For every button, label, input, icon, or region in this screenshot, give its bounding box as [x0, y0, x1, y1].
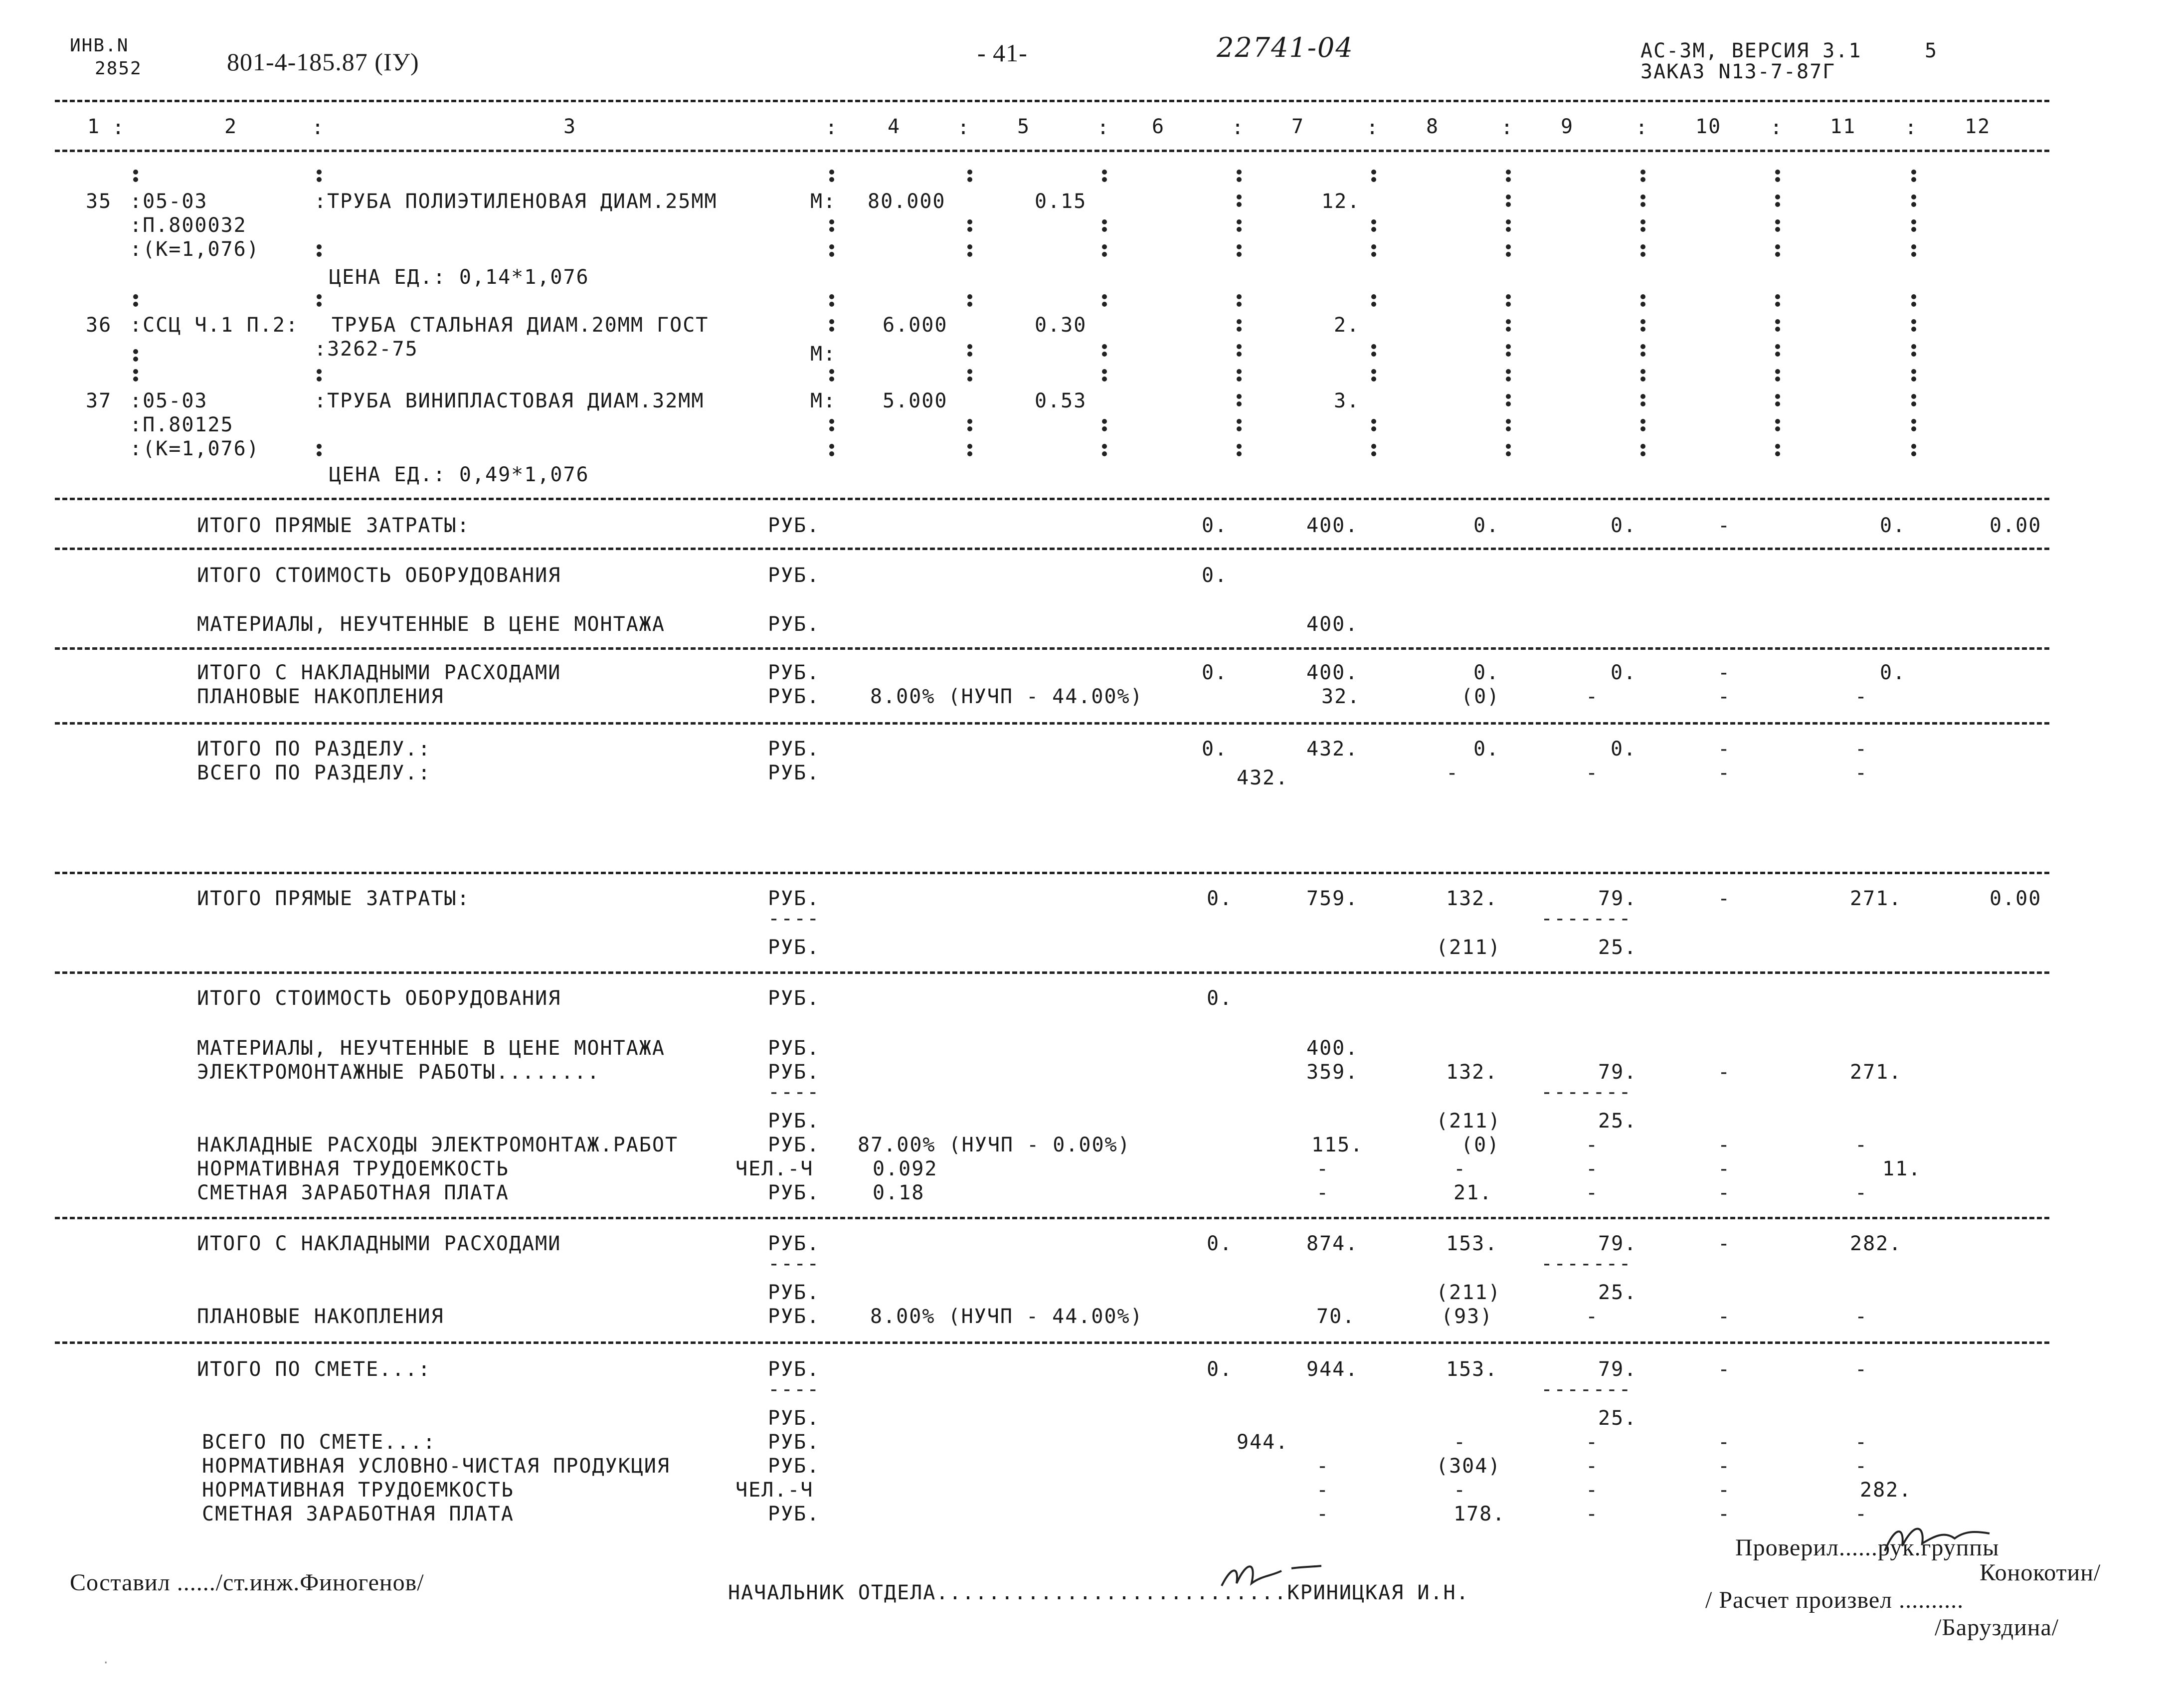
summary-value: 115. — [1311, 1134, 1364, 1156]
summary-value: 25. — [1598, 1407, 1637, 1430]
summary-label: ВСЕГО ПО РАЗДЕЛУ.: — [197, 761, 431, 784]
summary-value: - — [1855, 1431, 1868, 1454]
divider — [55, 872, 2049, 874]
marker-column — [1371, 170, 1376, 456]
summary-percent: 8.00% (НУЧП - 44.00%) — [870, 685, 1143, 708]
col-separator: : — [1770, 116, 1784, 139]
summary-value: 0.092 — [873, 1157, 938, 1180]
unit-underline: ---- — [768, 907, 820, 930]
summary-total: 944. — [1237, 1431, 1289, 1454]
summary-label: МАТЕРИАЛЫ, НЕУЧТЕННЫЕ В ЦЕНЕ МОНТАЖА — [197, 1037, 665, 1060]
summary-value: - — [1718, 1061, 1731, 1084]
divider — [55, 722, 2049, 725]
summary-value: - — [1718, 661, 1731, 684]
col-separator: : — [1232, 116, 1245, 139]
col-separator: : — [1501, 116, 1514, 139]
col-header: 1 — [87, 115, 101, 138]
summary-value: 359. — [1306, 1061, 1359, 1084]
summary-value: - — [1855, 1358, 1868, 1381]
divider — [55, 971, 2049, 974]
summary-label: ВСЕГО ПО СМЕТЕ...: — [202, 1431, 436, 1454]
col-header: 11 — [1830, 115, 1856, 138]
summary-value: - — [1718, 1358, 1731, 1381]
summary-unit: РУБ. — [768, 738, 820, 760]
scan-mark: · — [102, 1656, 111, 1670]
row-code: :(К=1,076) — [130, 238, 260, 261]
summary-label: ИТОГО С НАКЛАДНЫМИ РАСХОДАМИ — [197, 661, 561, 684]
row-number: 37 — [86, 389, 112, 412]
summary-value: - — [1586, 1134, 1599, 1156]
unit-underline: ---- — [768, 1081, 820, 1104]
summary-value: 0. — [1611, 514, 1637, 537]
summary-unit: РУБ. — [768, 1037, 820, 1060]
summary-value: - — [1586, 761, 1599, 784]
summary-percent: 8.00% (НУЧП - 44.00%) — [870, 1305, 1143, 1328]
value-underline: ------- — [1541, 1252, 1632, 1275]
summary-value: 0.00 — [1990, 887, 2042, 910]
summary-unit: РУБ. — [768, 936, 820, 959]
summary-value: 79. — [1598, 1232, 1637, 1255]
marker-column — [1640, 170, 1645, 456]
summary-value: 400. — [1306, 613, 1359, 636]
summary-value: 0.18 — [873, 1181, 925, 1204]
summary-value: (211) — [1436, 1281, 1501, 1304]
row-name: :ТРУБА ВИНИПЛАСТОВАЯ ДИАМ.32ММ — [314, 389, 705, 412]
row-qty: 80.000 — [868, 190, 946, 213]
col-header: 4 — [888, 115, 901, 138]
row-unit: М: — [810, 343, 837, 366]
value-underline: ------- — [1541, 907, 1632, 930]
marker-column — [1775, 170, 1780, 456]
summary-value: - — [1718, 1232, 1731, 1255]
summary-value: - — [1446, 761, 1459, 784]
summary-unit: ЧЕЛ.-Ч — [735, 1157, 814, 1180]
summary-value: 153. — [1446, 1358, 1498, 1381]
summary-unit: РУБ. — [768, 1110, 820, 1133]
col-separator: : — [1635, 116, 1649, 139]
summary-value: - — [1855, 1134, 1868, 1156]
unit-underline: ---- — [768, 1378, 820, 1401]
marker-column — [829, 170, 834, 456]
col-separator: : — [1366, 116, 1380, 139]
summary-value: - — [1718, 738, 1731, 760]
row-code: :ССЦ Ч.1 П.2: — [130, 314, 299, 337]
summary-value: - — [1586, 685, 1599, 708]
summary-value: 0. — [1611, 738, 1637, 760]
summary-label: ИТОГО ПРЯМЫЕ ЗАТРАТЫ: — [197, 887, 470, 910]
summary-value: (93) — [1441, 1305, 1493, 1328]
page-number: - 41- — [977, 39, 1028, 67]
divider — [55, 548, 2049, 550]
summary-unit: РУБ. — [768, 1181, 820, 1204]
row-price-note: ЦЕНА ЕД.: 0,49*1,076 — [329, 463, 589, 486]
summary-value: 759. — [1306, 887, 1359, 910]
summary-value: - — [1855, 685, 1868, 708]
summary-label: ПЛАНОВЫЕ НАКОПЛЕНИЯ — [197, 685, 444, 708]
summary-value: - — [1855, 1305, 1868, 1328]
version-text: АС-3М, ВЕРСИЯ 3.1 — [1640, 39, 1862, 62]
col-header: 5 — [1017, 115, 1031, 138]
col-separator: : — [825, 116, 839, 139]
summary-value: 400. — [1306, 514, 1359, 537]
row-price: 0.53 — [1035, 389, 1087, 412]
row-price-note: ЦЕНА ЕД.: 0,14*1,076 — [329, 266, 589, 289]
summary-value: - — [1855, 1503, 1868, 1525]
summary-label: НОРМАТИВНАЯ УСЛОВНО-ЧИСТАЯ ПРОДУКЦИЯ — [202, 1455, 670, 1478]
summary-unit: РУБ. — [768, 1305, 820, 1328]
col-separator: : — [957, 116, 971, 139]
checked-by: Проверил......рук.группы — [1735, 1534, 1999, 1561]
summary-value: 400. — [1306, 661, 1359, 684]
summary-unit: РУБ. — [768, 661, 820, 684]
summary-value: 0. — [1202, 661, 1228, 684]
col-separator: : — [312, 116, 325, 139]
marker-column — [133, 170, 322, 456]
summary-value: 25. — [1598, 1110, 1637, 1133]
marker-column — [1237, 170, 1242, 456]
summary-value: (211) — [1436, 1110, 1501, 1133]
summary-value: - — [1855, 1181, 1868, 1204]
inv-number: 2852 — [95, 58, 142, 79]
row-number: 36 — [86, 314, 112, 337]
summary-value: - — [1718, 887, 1731, 910]
summary-value: - — [1316, 1479, 1330, 1502]
summary-value: 79. — [1598, 1358, 1637, 1381]
summary-value: 0. — [1202, 514, 1228, 537]
row-number: 35 — [86, 190, 112, 213]
row-total: 3. — [1334, 389, 1360, 412]
summary-value: 0. — [1880, 661, 1906, 684]
summary-value: 282. — [1860, 1479, 1912, 1502]
row-total: 12. — [1321, 190, 1361, 213]
summary-value: - — [1718, 1157, 1731, 1180]
summary-value: 944. — [1306, 1358, 1359, 1381]
col-header: 7 — [1291, 115, 1305, 138]
summary-value: (0) — [1461, 685, 1500, 708]
doc-code: 801-4-185.87 (IУ) — [227, 48, 419, 76]
summary-percent: 87.00% (НУЧП - 0.00%) — [858, 1134, 1131, 1156]
summary-label: СМЕТНАЯ ЗАРАБОТНАЯ ПЛАТА — [197, 1181, 509, 1204]
summary-value: - — [1718, 1455, 1731, 1478]
summary-value: 0. — [1207, 987, 1233, 1010]
calculated-by: / Расчет произвел .......... — [1705, 1587, 1964, 1613]
value-underline: ------- — [1541, 1081, 1632, 1104]
summary-value: - — [1718, 1503, 1731, 1525]
summary-value: - — [1718, 514, 1731, 537]
col-header: 10 — [1695, 115, 1722, 138]
summary-unit: РУБ. — [768, 1061, 820, 1084]
summary-value: 0. — [1473, 514, 1500, 537]
summary-unit: РУБ. — [768, 685, 820, 708]
summary-value: - — [1586, 1181, 1599, 1204]
inv-label: ИНВ.N — [70, 35, 129, 56]
summary-total: 432. — [1237, 766, 1289, 789]
summary-value: 432. — [1306, 738, 1359, 760]
row-qty: 6.000 — [883, 314, 948, 337]
summary-value: - — [1453, 1157, 1467, 1180]
compiled-by: Составил ....../ст.инж.Финогенов/ — [70, 1569, 424, 1596]
summary-value: - — [1586, 1503, 1599, 1525]
summary-value: - — [1586, 1305, 1599, 1328]
summary-value: 0. — [1202, 738, 1228, 760]
summary-value: - — [1586, 1157, 1599, 1180]
row-unit: М: — [810, 389, 837, 412]
summary-unit: РУБ. — [768, 1281, 820, 1304]
divider — [55, 1341, 2049, 1344]
marker-column — [1911, 170, 1916, 456]
col-header: 8 — [1426, 115, 1440, 138]
checked-by-name: Конокотин/ — [1980, 1559, 2101, 1586]
summary-value: (304) — [1436, 1455, 1501, 1478]
divider — [55, 498, 2049, 500]
row-price: 0.30 — [1035, 314, 1087, 337]
summary-value: - — [1316, 1157, 1330, 1180]
col-header: 9 — [1561, 115, 1574, 138]
column-markers — [0, 0, 2179, 499]
summary-unit: РУБ. — [768, 514, 820, 537]
col-header: 12 — [1965, 115, 1991, 138]
summary-unit: РУБ. — [768, 613, 820, 636]
summary-unit: РУБ. — [768, 761, 820, 784]
summary-value: 178. — [1453, 1503, 1506, 1525]
summary-unit: РУБ. — [768, 1358, 820, 1381]
summary-label: ИТОГО ПО СМЕТЕ...: — [197, 1358, 431, 1381]
summary-value: - — [1718, 1431, 1731, 1454]
order-text: ЗАКАЗ N13-7-87Г — [1640, 60, 1836, 83]
summary-value: 0. — [1202, 564, 1228, 587]
summary-value: 153. — [1446, 1232, 1498, 1255]
summary-value: 0. — [1611, 661, 1637, 684]
col-separator: : — [112, 116, 126, 139]
summary-value: 874. — [1306, 1232, 1359, 1255]
summary-value: - — [1586, 1455, 1599, 1478]
summary-value: - — [1586, 1431, 1599, 1454]
summary-value: - — [1586, 1479, 1599, 1502]
row-total: 2. — [1334, 314, 1360, 337]
divider — [55, 647, 2049, 650]
calculated-by-name: /Баруздина/ — [1935, 1614, 2059, 1641]
summary-unit: РУБ. — [768, 1503, 820, 1525]
summary-label: ИТОГО СТОИМОСТЬ ОБОРУДОВАНИЯ — [197, 564, 561, 587]
row-code: :05-03 — [130, 190, 208, 213]
row-code: :П.800032 — [130, 214, 247, 237]
summary-value: - — [1316, 1455, 1330, 1478]
summary-value: - — [1316, 1503, 1330, 1525]
summary-value: - — [1718, 685, 1731, 708]
summary-value: 132. — [1446, 1061, 1498, 1084]
row-name: :3262-75 — [314, 338, 418, 361]
summary-label: ИТОГО ПО РАЗДЕЛУ.: — [197, 738, 431, 760]
summary-unit: ЧЕЛ.-Ч — [735, 1479, 814, 1502]
marker-column — [1506, 170, 1511, 456]
summary-value: - — [1718, 1181, 1731, 1204]
col-header: 3 — [563, 115, 577, 138]
summary-value: - — [1718, 1134, 1731, 1156]
summary-value: 271. — [1850, 1061, 1902, 1084]
col-header: 6 — [1152, 115, 1165, 138]
summary-value: - — [1855, 761, 1868, 784]
row-code: :(К=1,076) — [130, 437, 260, 460]
row-qty: 5.000 — [883, 389, 948, 412]
marker-column — [967, 170, 972, 456]
summary-label: ЭЛЕКТРОМОНТАЖНЫЕ РАБОТЫ........ — [197, 1061, 600, 1084]
summary-value: 0. — [1207, 1358, 1233, 1381]
summary-value: - — [1855, 738, 1868, 760]
summary-label: ПЛАНОВЫЕ НАКОПЛЕНИЯ — [197, 1305, 444, 1328]
summary-value: 132. — [1446, 887, 1498, 910]
summary-label: МАТЕРИАЛЫ, НЕУЧТЕННЫЕ В ЦЕНЕ МОНТАЖА — [197, 613, 665, 636]
summary-unit: РУБ. — [768, 1455, 820, 1478]
summary-value: - — [1453, 1431, 1467, 1454]
summary-value: 79. — [1598, 1061, 1637, 1084]
summary-label: СМЕТНАЯ ЗАРАБОТНАЯ ПЛАТА — [202, 1503, 514, 1525]
summary-label: ИТОГО ПРЯМЫЕ ЗАТРАТЫ: — [197, 514, 470, 537]
summary-label: НАКЛАДНЫЕ РАСХОДЫ ЭЛЕКТРОМОНТАЖ.РАБОТ — [197, 1134, 679, 1156]
summary-value: - — [1718, 1479, 1731, 1502]
summary-value: 0. — [1473, 738, 1500, 760]
summary-value: 79. — [1598, 887, 1637, 910]
summary-value: 0. — [1207, 887, 1233, 910]
summary-value: 0.00 — [1990, 514, 2042, 537]
summary-value: (0) — [1461, 1134, 1500, 1156]
marker-column — [1102, 170, 1107, 456]
unit-underline: ---- — [768, 1252, 820, 1275]
summary-label: ИТОГО С НАКЛАДНЫМИ РАСХОДАМИ — [197, 1232, 561, 1255]
col-separator: : — [1905, 116, 1918, 139]
signature-icon — [1217, 1556, 1326, 1601]
value-underline: ------- — [1541, 1378, 1632, 1401]
summary-label: НОРМАТИВНАЯ ТРУДОЕМКОСТЬ — [197, 1157, 509, 1180]
col-header: 2 — [224, 115, 238, 138]
divider — [55, 1217, 2049, 1219]
summary-value: - — [1855, 1455, 1868, 1478]
signature-icon — [1875, 1516, 2004, 1561]
summary-value: 0. — [1207, 1232, 1233, 1255]
summary-value: 32. — [1321, 685, 1361, 708]
summary-value: - — [1453, 1479, 1467, 1502]
summary-unit: РУБ. — [768, 1407, 820, 1430]
summary-value: - — [1718, 761, 1731, 784]
row-name: :ТРУБА ПОЛИЭТИЛЕНОВАЯ ДИАМ.25ММ — [314, 190, 718, 213]
summary-value: (211) — [1436, 936, 1501, 959]
summary-value: 25. — [1598, 1281, 1637, 1304]
summary-value: 282. — [1850, 1232, 1902, 1255]
summary-value: 0. — [1473, 661, 1500, 684]
summary-value: - — [1316, 1181, 1330, 1204]
row-unit: М: — [810, 190, 837, 213]
summary-value: 0. — [1880, 514, 1906, 537]
summary-value: 70. — [1316, 1305, 1356, 1328]
summary-value: 25. — [1598, 936, 1637, 959]
summary-label: НОРМАТИВНАЯ ТРУДОЕМКОСТЬ — [202, 1479, 514, 1502]
summary-value: 400. — [1306, 1037, 1359, 1060]
version-page: 5 — [1925, 39, 1938, 62]
row-name: ТРУБА СТАЛЬНАЯ ДИАМ.20ММ ГОСТ — [332, 314, 709, 337]
summary-unit: РУБ. — [768, 887, 820, 910]
row-code: :П.80125 — [130, 413, 234, 436]
summary-unit: РУБ. — [768, 564, 820, 587]
summary-value: 21. — [1453, 1181, 1493, 1204]
row-price: 0.15 — [1035, 190, 1087, 213]
summary-unit: РУБ. — [768, 1134, 820, 1156]
summary-value: 11. — [1882, 1157, 1922, 1180]
summary-unit: РУБ. — [768, 1431, 820, 1454]
summary-unit: РУБ. — [768, 1232, 820, 1255]
summary-value: - — [1718, 1305, 1731, 1328]
doc-id: 22741-04 — [1217, 32, 1354, 63]
summary-value: 271. — [1850, 887, 1902, 910]
summary-label: ИТОГО СТОИМОСТЬ ОБОРУДОВАНИЯ — [197, 987, 561, 1010]
row-code: :05-03 — [130, 389, 208, 412]
head-of-department: НАЧАЛЬНИК ОТДЕЛА...........................КРИНИЦКАЯ И.Н. — [728, 1581, 1469, 1604]
summary-unit: РУБ. — [768, 987, 820, 1010]
col-separator: : — [1097, 116, 1110, 139]
